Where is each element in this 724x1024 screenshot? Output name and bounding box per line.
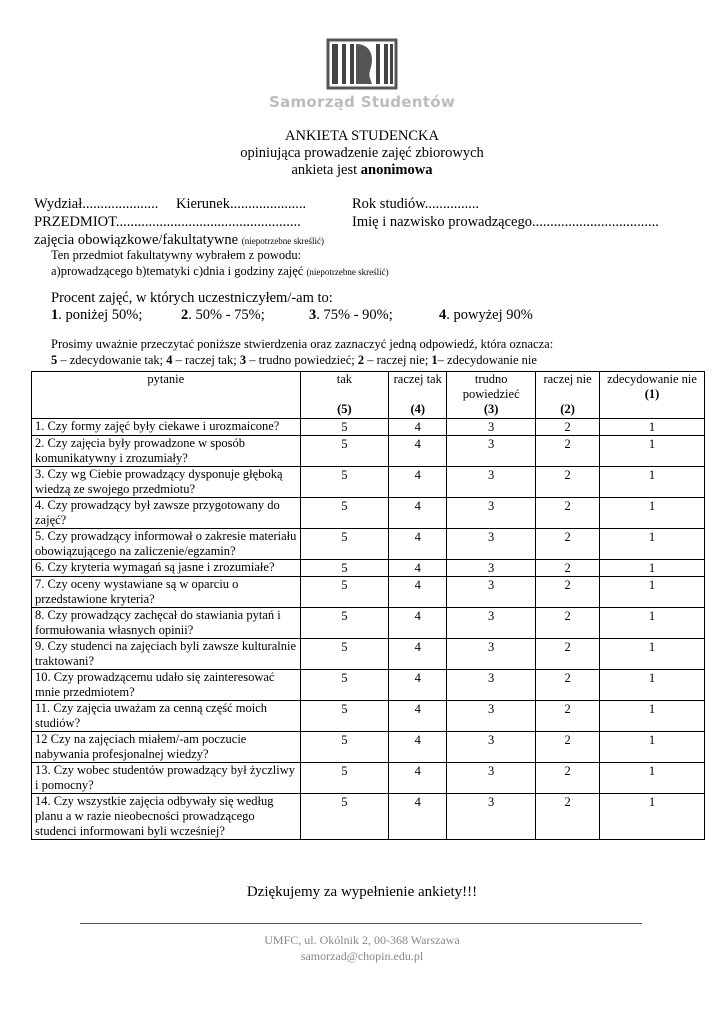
score-option-1[interactable]: 1 [600,608,705,639]
question-text: 14. Czy wszystkie zajęcia odbywały się według planu a w razie nieobecności prowadzącego studenci informowani byli wcześniej? [32,794,301,840]
score-option-1[interactable]: 1 [600,419,705,436]
score-option-4[interactable]: 4 [389,639,447,670]
table-row [32,498,705,529]
score-option-2[interactable]: 2 [536,639,600,670]
score-option-2[interactable]: 2 [536,529,600,560]
score-option-5[interactable]: 5 [300,467,389,498]
header-tak: tak (5) [300,372,389,419]
score-option-3[interactable]: 3 [447,639,536,670]
score-option-3[interactable]: 3 [447,608,536,639]
score-option-4[interactable]: 4 [389,608,447,639]
score-option-4[interactable]: 4 [389,763,447,794]
question-text: 3. Czy wg Ciebie prowadzący dysponuje głęboką wiedzą ze swojego przedmiotu? [32,467,301,498]
score-option-2[interactable]: 2 [536,701,600,732]
instructions-line: Prosimy uważnie przeczytać poniższe stwierdzenia oraz zaznaczyć jedną odpowiedź, która oznacza: [51,337,554,351]
table-row [32,560,705,577]
header-zdecydowanie-nie: zdecydowanie nie (1) [600,372,705,419]
score-option-1[interactable]: 1 [600,577,705,608]
field-prowadzacy[interactable]: Imię i nazwisko prowadzącego................................... [352,214,659,230]
table-row [32,701,705,732]
survey-title: ANKIETA STUDENCKA [285,128,439,144]
score-option-1[interactable]: 1 [600,467,705,498]
score-option-1[interactable]: 1 [600,701,705,732]
score-option-5[interactable]: 5 [300,529,389,560]
score-option-2[interactable]: 2 [536,436,600,467]
question-text: 10. Czy prowadzącemu udało się zainteresować mnie przedmiotem? [32,670,301,701]
score-option-3[interactable]: 3 [447,701,536,732]
score-option-4[interactable]: 4 [389,732,447,763]
score-option-2[interactable]: 2 [536,608,600,639]
score-option-4[interactable]: 4 [389,701,447,732]
score-option-2[interactable]: 2 [536,670,600,701]
attendance-option-3[interactable]: 3. 75% - 90%; [309,307,393,323]
score-option-5[interactable]: 5 [300,436,389,467]
attendance-option-4[interactable]: 4. powyżej 90% [439,307,533,323]
score-option-4[interactable]: 4 [389,436,447,467]
footer-email: samorzad@chopin.edu.pl [300,949,424,963]
table-header-row [32,372,705,419]
reason-options[interactable]: a)prowadzącego b)tematyki c)dnia i godziny zajęć (niepotrzebne skreślić) [51,264,389,278]
table-row [32,419,705,436]
score-option-5[interactable]: 5 [300,670,389,701]
question-text: 2. Czy zajęcia były prowadzone w sposób komunikatywny i zrozumiały? [32,436,301,467]
header-raczej-nie: raczej nie (2) [536,372,600,419]
score-option-5[interactable]: 5 [300,639,389,670]
score-option-4[interactable]: 4 [389,577,447,608]
table-row [32,608,705,639]
score-option-3[interactable]: 3 [447,732,536,763]
attendance-question: Procent zajęć, w których uczestniczyłem/-am to: [51,290,333,306]
question-text: 1. Czy formy zajęć były ciekawe i urozmaicone? [32,419,301,436]
question-text: 7. Czy oceny wystawiane są w oparciu o przedstawione kryteria? [32,577,301,608]
score-option-2[interactable]: 2 [536,419,600,436]
score-option-2[interactable]: 2 [536,732,600,763]
score-option-3[interactable]: 3 [447,794,536,840]
score-option-3[interactable]: 3 [447,670,536,701]
table-row [32,577,705,608]
score-option-4[interactable]: 4 [389,467,447,498]
score-option-1[interactable]: 1 [600,732,705,763]
score-option-2[interactable]: 2 [536,560,600,577]
table-row [32,436,705,467]
attendance-option-2[interactable]: 2. 50% - 75%; [181,307,265,323]
question-text: 4. Czy prowadzący był zawsze przygotowany do zajęć? [32,498,301,529]
score-option-5[interactable]: 5 [300,419,389,436]
question-text: 11. Czy zajęcia uważam za cenną część moich studiów? [32,701,301,732]
score-option-4[interactable]: 4 [389,498,447,529]
field-wydzial[interactable]: Wydział..................... [34,196,159,212]
instructions-scale: 5 – zdecydowanie tak; 4 – raczej tak; 3 – trudno powiedzieć; 2 – raczej nie; 1– zdecydowanie nie [51,353,537,367]
question-text: 5. Czy prowadzący informował o zakresie materiału obowiązującego na zaliczenie/egzamin? [32,529,301,560]
anonymity-note: ankieta jest anonimowa [291,162,433,178]
score-option-3[interactable]: 3 [447,498,536,529]
score-option-1[interactable]: 1 [600,794,705,840]
table-row [32,639,705,670]
score-option-1[interactable]: 1 [600,639,705,670]
question-text: 12 Czy na zajęciach miałem/-am poczucie nabywania profesjonalnej wiedzy? [32,732,301,763]
question-text: 13. Czy wobec studentów prowadzący był życzliwy i pomocny? [32,763,301,794]
score-option-3[interactable]: 3 [447,529,536,560]
score-option-5[interactable]: 5 [300,560,389,577]
logo-emblem-icon [326,38,398,90]
survey-subtitle: opiniująca prowadzenie zajęć zbiorowych [240,145,484,161]
footer [0,932,724,964]
score-option-5[interactable]: 5 [300,732,389,763]
table-row [32,763,705,794]
score-option-2[interactable]: 2 [536,763,600,794]
question-text: 9. Czy studenci na zajęciach byli zawsze kulturalnie traktowani? [32,639,301,670]
score-option-4[interactable]: 4 [389,794,447,840]
field-rok-studiow[interactable]: Rok studiów............... [352,196,480,212]
score-option-3[interactable]: 3 [447,467,536,498]
score-option-5[interactable]: 5 [300,701,389,732]
question-text: 6. Czy kryteria wymagań są jasne i zrozumiałe? [32,560,301,577]
score-option-1[interactable]: 1 [600,498,705,529]
field-kierunek[interactable]: Kierunek..................... [176,196,307,212]
table-row [32,732,705,763]
score-option-5[interactable]: 5 [300,763,389,794]
score-option-1[interactable]: 1 [600,670,705,701]
questions-table [31,371,705,840]
score-option-2[interactable]: 2 [536,498,600,529]
score-option-4[interactable]: 4 [389,529,447,560]
score-option-2[interactable]: 2 [536,794,600,840]
logo [0,38,724,111]
score-option-3[interactable]: 3 [447,577,536,608]
table-row [32,670,705,701]
score-option-1[interactable]: 1 [600,560,705,577]
score-option-4[interactable]: 4 [389,560,447,577]
score-option-5[interactable]: 5 [300,498,389,529]
field-zajecia-type[interactable]: zajęcia obowiązkowe/fakultatywne (niepotrzebne skreślić) [34,232,324,248]
logo-text: Samorząd Studentów [268,93,456,111]
question-text: 8. Czy prowadzący zachęcał do stawiania pytań i formułowania własnych opinii? [32,608,301,639]
score-option-4[interactable]: 4 [389,419,447,436]
field-przedmiot[interactable]: PRZEDMIOT................................................... [34,214,301,230]
score-option-1[interactable]: 1 [600,529,705,560]
thanks-message: Dziękujemy za wypełnienie ankiety!!! [246,884,478,900]
score-option-3[interactable]: 3 [447,419,536,436]
score-option-2[interactable]: 2 [536,577,600,608]
score-option-5[interactable]: 5 [300,794,389,840]
attendance-option-1[interactable]: 1. poniżej 50%; [51,307,143,323]
score-option-2[interactable]: 2 [536,467,600,498]
score-option-1[interactable]: 1 [600,763,705,794]
footer-divider [80,923,642,924]
reason-line-1: Ten przedmiot fakultatywny wybrałem z powodu: [51,248,302,262]
header-trudno: trudno powiedzieć (3) [447,372,536,419]
score-option-3[interactable]: 3 [447,763,536,794]
score-option-1[interactable]: 1 [600,436,705,467]
table-row [32,794,705,840]
header-raczej-tak: raczej tak (4) [389,372,447,419]
score-option-3[interactable]: 3 [447,560,536,577]
score-option-5[interactable]: 5 [300,608,389,639]
score-option-5[interactable]: 5 [300,577,389,608]
header-pytanie: pytanie [32,372,301,419]
table-row [32,467,705,498]
footer-address: UMFC, ul. Okólnik 2, 00-368 Warszawa [264,933,460,947]
table-row [32,529,705,560]
score-option-4[interactable]: 4 [389,670,447,701]
survey-header [0,128,724,179]
score-option-3[interactable]: 3 [447,436,536,467]
